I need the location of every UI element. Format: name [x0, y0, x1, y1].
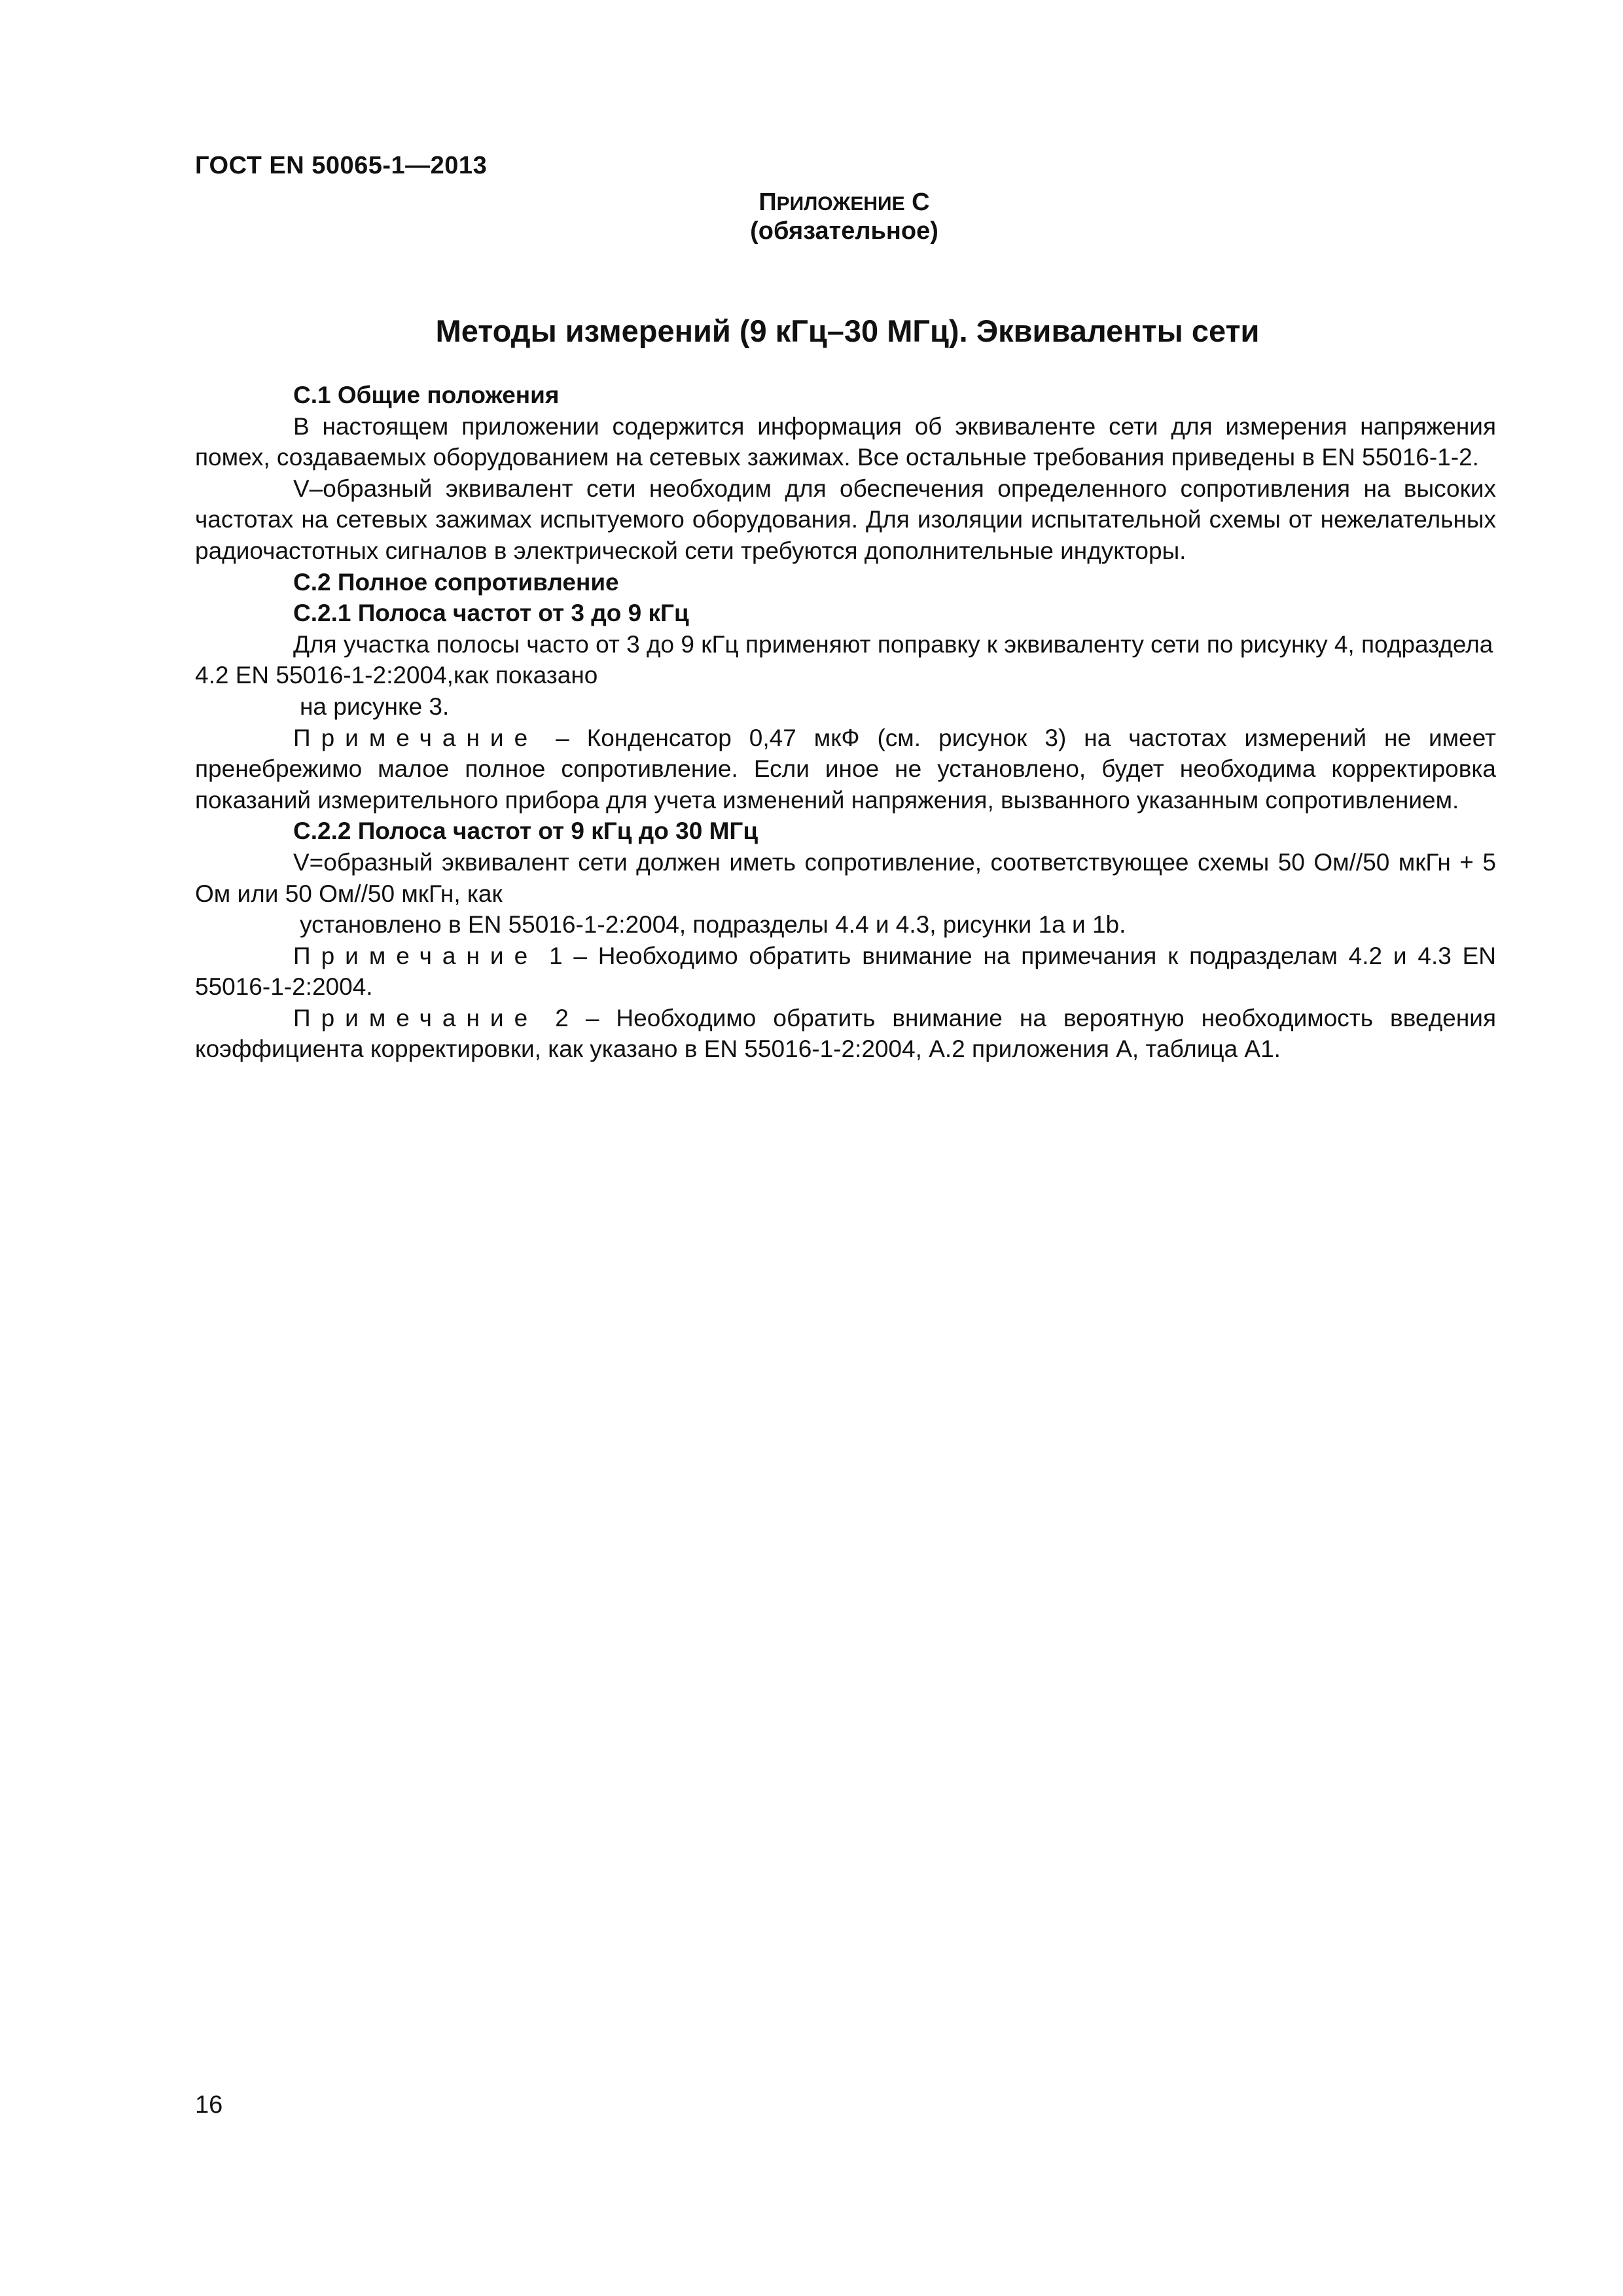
- paragraph-c22-1: V=образный эквивалент сети должен иметь сопротивление, соответствующее схемы 50 Ом//50 мкГн + 5 Ом или 50 Ом//50 мкГн, как: [195, 848, 1496, 907]
- appendix-title: [0, 188, 1623, 217]
- appendix-status: (обязательное): [750, 217, 938, 245]
- section-heading-c1: С.1 Общие положения: [293, 382, 560, 408]
- paragraph-c22-1-continued: установлено в EN 55016-1-2:2004, подразделы 4.4 и 4.3, рисунки 1a и 1b.: [300, 911, 1126, 939]
- appendix-letter: C: [912, 188, 930, 216]
- paragraph-c21-1-continued: на рисунке 3.: [300, 692, 450, 720]
- note-c21: [195, 723, 1496, 816]
- note-c22-2: [195, 1003, 1496, 1065]
- note-text: 2 – Необходимо обратить внимание на вероятную необходимость введения коэффициента корректировки, как указано в EN 55016-1-2:2004, А.2 приложения А, таблица А1.: [195, 1004, 1496, 1063]
- appendix-title-initial: П: [758, 188, 777, 216]
- document-code: ГОСТ EN 50065-1—2013: [195, 152, 488, 179]
- page-number: 16: [195, 2091, 223, 2119]
- note-c22-1: [195, 941, 1496, 1003]
- section-heading-c22: С.2.2 Полоса частот от 9 кГц до 30 МГц: [293, 817, 758, 845]
- note-label: Примечание: [293, 724, 539, 751]
- document-body: [195, 380, 1496, 1065]
- page-title: Методы измерений (9 кГц–30 МГц). Эквиваленты сети: [435, 314, 1260, 348]
- section-heading-c21: С.2.1 Полоса частот от 3 до 9 кГц: [293, 600, 689, 627]
- paragraph-c21-1: Для участка полосы часто от 3 до 9 кГц применяют поправку к эквиваленту сети по рисунку 4, подраздела 4.2 EN 55016-1-2:2004,как показано: [195, 630, 1493, 689]
- note-text: 1 – Необходимо обратить внимание на примечания к подразделам 4.2 и 4.3 EN 55016-1-2:2004.: [195, 942, 1496, 1001]
- note-text: – Конденсатор 0,47 мкФ (см. рисунок 3) на частотах измерений не имеет пренебрежимо малое полное сопротивление. Если иное не установлено, будет необходима корректировка показаний измерительного прибора для учета изменений напряжения, вызванного указанным сопротивлением.: [195, 724, 1496, 814]
- appendix-title-rest: РИЛОЖЕНИЕ: [776, 193, 905, 215]
- paragraph-c1-1: В настоящем приложении содержится информация об эквиваленте сети для измерения напряжения помех, создаваемых оборудованием на сетевых зажимах. Все остальные требования приведены в EN 55016-1-2.: [195, 412, 1496, 471]
- section-heading-c2: С.2 Полное сопротивление: [293, 568, 619, 596]
- paragraph-c1-2: V–образный эквивалент сети необходим для обеспечения определенного сопротивления на высоких частотах на сетевых зажимах испытуемого оборудования. Для изоляции испытательной схемы от нежелательных радиочастотных сигналов в электрической сети требуются дополнительные индукторы.: [195, 475, 1496, 564]
- note-label: Примечание: [293, 1004, 539, 1031]
- note-label: Примечание: [293, 942, 539, 969]
